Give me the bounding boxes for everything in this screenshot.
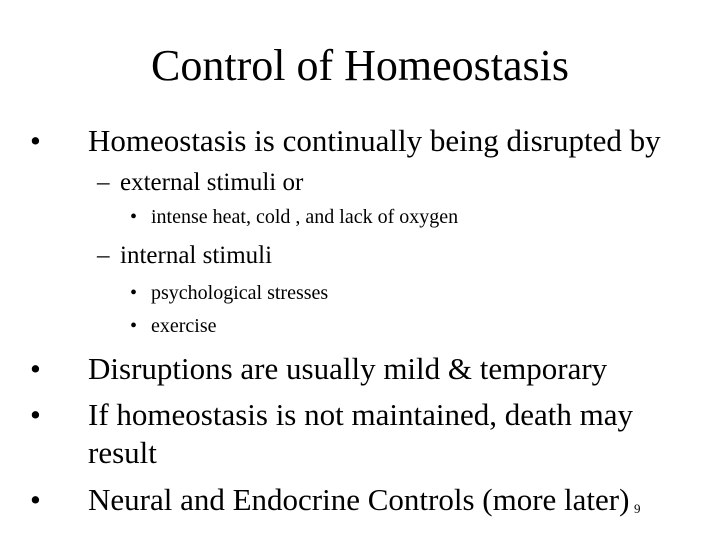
bullet-text: Homeostasis is continually being disrupted by [88, 123, 661, 158]
sub-sub-point-text: exercise [151, 315, 217, 337]
bullet-glyph: • [30, 351, 41, 386]
bullet-text: Disruptions are usually mild & temporary [88, 351, 608, 386]
dash-glyph: – [97, 169, 110, 196]
bullet-text-continuation: result [88, 435, 157, 470]
page-number: 9 [634, 501, 641, 516]
bullet-text: If homeostasis is not maintained, death may [88, 397, 633, 432]
sub-sub-point-text: intense heat, cold , and lack of oxygen [151, 206, 459, 228]
bullet-glyph: • [130, 315, 138, 337]
dash-glyph: – [97, 242, 110, 269]
bullet-text: Neural and Endocrine Controls (more later) [88, 482, 630, 517]
bullet-glyph: • [30, 123, 41, 158]
sub-point-text: internal stimuli [120, 242, 273, 269]
bullet-glyph: • [130, 282, 138, 304]
bullet-glyph: • [130, 206, 138, 228]
bullet-glyph: • [30, 482, 41, 517]
sub-sub-point-text: psychological stresses [151, 282, 329, 304]
slide-title: Control of Homeostasis [151, 41, 569, 90]
bullet-glyph: • [30, 397, 41, 432]
sub-point-text: external stimuli or [120, 169, 304, 196]
